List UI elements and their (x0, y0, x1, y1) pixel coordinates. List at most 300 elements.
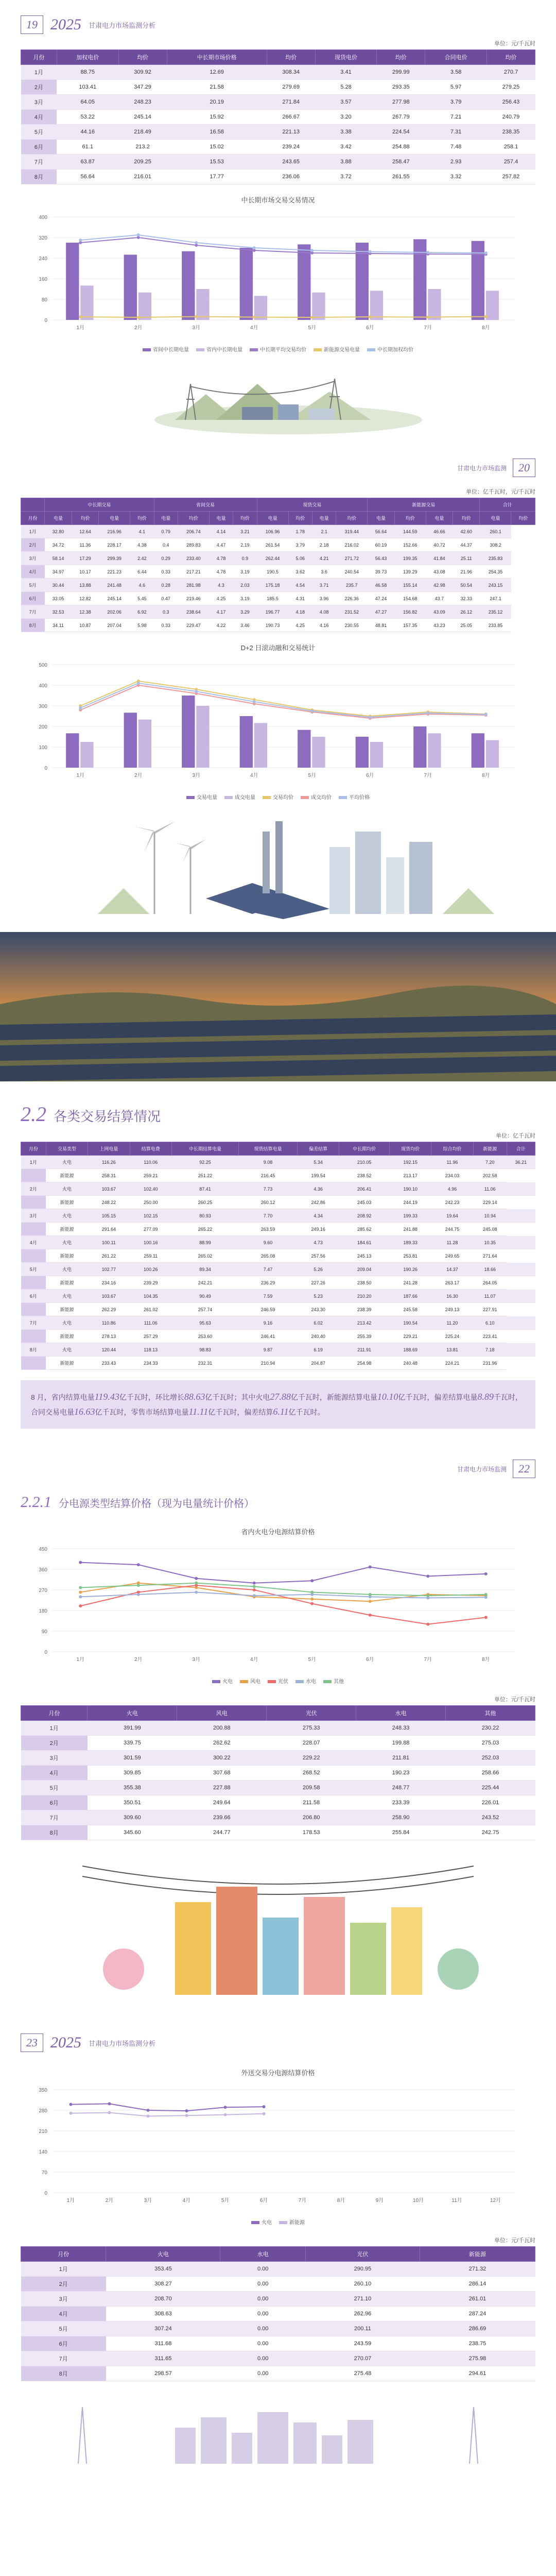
bar (254, 296, 267, 320)
table20-cell: 262.44 (257, 552, 288, 565)
table221-header-cell: 月份 (21, 1706, 88, 1721)
bar (138, 293, 151, 320)
table19-cell: 243.65 (267, 155, 315, 170)
page-23-number: 23 (21, 2033, 43, 2052)
legend-swatch (339, 796, 347, 799)
chart-2-legend (21, 793, 535, 801)
table20-header-cell: 电量 (426, 512, 453, 525)
series-point (369, 1600, 372, 1603)
table19-cell: 21.58 (167, 80, 267, 95)
table23-cell: 286.14 (420, 2277, 535, 2292)
outbound-price-table (21, 2246, 535, 2381)
y-tick-label: 300 (39, 704, 47, 709)
y-tick-label: 450 (39, 1547, 47, 1552)
table22-cell: 189.33 (389, 1236, 431, 1249)
bar (428, 289, 441, 320)
table19-cell: 2月 (21, 80, 57, 95)
legend-label: 其他 (334, 1679, 344, 1685)
table22-cell: 11.20 (431, 1316, 473, 1330)
table22-cell: 4.36 (297, 1182, 339, 1196)
table22-cell: 240.40 (297, 1330, 339, 1343)
table20-cell: 235.83 (480, 552, 511, 565)
table22-row (21, 1357, 535, 1370)
table19-cell: 5月 (21, 125, 57, 140)
series-point (147, 2109, 150, 2112)
table19-row (21, 110, 535, 125)
table20-cell: 157.35 (394, 619, 426, 632)
series-line (71, 2104, 264, 2111)
summary-text-7: 亿千瓦时，零售市场结算电量 (95, 1408, 189, 1416)
x-tick-label: 1月 (76, 325, 85, 331)
series-point (369, 1593, 372, 1596)
table22-cell: 102.40 (130, 1182, 171, 1196)
series-point (426, 1574, 429, 1578)
table22-cell: 213.42 (339, 1316, 390, 1330)
table22-cell (507, 1316, 535, 1330)
table19-cell: 64.05 (57, 95, 118, 110)
bar (182, 696, 195, 768)
table19-cell: 258.1 (486, 140, 535, 155)
legend-swatch (186, 796, 195, 799)
table22-cell (507, 1236, 535, 1249)
table22-cell: 16.30 (431, 1290, 473, 1303)
x-tick-label: 5月 (308, 325, 317, 331)
table20-cell: 0.79 (154, 525, 178, 538)
table23-cell: 275.98 (420, 2351, 535, 2366)
section-2-2-1-heading (0, 1488, 556, 1516)
table20-header-cell: 均价 (178, 512, 209, 525)
chart-1-container (21, 195, 535, 353)
table20-cell: 7月 (21, 605, 45, 619)
table20-cell: 47.27 (368, 605, 394, 619)
table20-cell: 33.05 (45, 592, 72, 605)
table20-cell: 30.44 (45, 579, 72, 592)
bar (254, 723, 267, 768)
table20-cell: 139.29 (394, 565, 426, 579)
table22-row (21, 1263, 535, 1276)
table19-header-cell: 均价 (486, 50, 535, 65)
table22-cell: 261.22 (88, 1249, 130, 1263)
series-point (369, 716, 372, 719)
table221-cell: 301.59 (88, 1751, 177, 1766)
series-point (79, 1586, 82, 1589)
table20-cell: 233.85 (480, 619, 511, 632)
table22-cell: 190.10 (389, 1182, 431, 1196)
table22-cell: 187.66 (389, 1290, 431, 1303)
table22-cell (21, 1330, 46, 1343)
table221-cell: 7月 (21, 1810, 88, 1825)
series-point (137, 233, 140, 236)
table20-cell: 0.3 (154, 605, 178, 619)
table19-cell: 6月 (21, 140, 57, 155)
table221-cell: 255.84 (356, 1825, 446, 1840)
table23-cell: 261.01 (420, 2292, 535, 2307)
table221-header-cell: 火电 (88, 1706, 177, 1721)
table221-row (21, 1825, 535, 1840)
table22-cell: 253.81 (389, 1249, 431, 1263)
table23-cell: 262.96 (305, 2307, 420, 2321)
section-2-2-heading (0, 1097, 556, 1131)
table20-cell: 243.15 (480, 579, 511, 592)
table22-cell: 291.64 (88, 1223, 130, 1236)
legend-label: 风电 (250, 1679, 260, 1685)
summary-text-9: 亿千瓦时。 (288, 1408, 325, 1416)
y-tick-label: 80 (41, 297, 47, 303)
table22-cell: 新能源 (46, 1330, 88, 1343)
y-tick-label: 90 (41, 1629, 47, 1635)
table22-cell: 190.26 (389, 1263, 431, 1276)
series-point (426, 251, 429, 254)
table20-header-cell: 电量 (368, 512, 394, 525)
table20-header-cell: 电量 (312, 512, 336, 525)
table221-row (21, 1721, 535, 1736)
y-tick-label: 210 (39, 2129, 47, 2134)
table22-header-cell: 中长期结算电量 (171, 1142, 238, 1156)
table22-cell: 231.96 (473, 1357, 507, 1370)
table22-cell: 118.13 (130, 1343, 171, 1357)
table23-cell: 243.59 (305, 2336, 420, 2351)
x-tick-label: 4月 (250, 773, 258, 778)
bar (413, 239, 426, 320)
series-point (484, 1572, 488, 1575)
table221-row (21, 1795, 535, 1810)
table20-group-cell: 新能源交易 (368, 498, 480, 512)
table20-header-cell: 电量 (209, 512, 233, 525)
legend-item (196, 345, 242, 353)
table22-cell: 6.10 (473, 1316, 507, 1330)
table22-cell: 1月 (21, 1156, 46, 1169)
table20-cell: 5.98 (130, 619, 154, 632)
bar (240, 716, 253, 768)
table19-cell: 236.06 (267, 170, 315, 184)
table20-cell: 4.25 (209, 592, 233, 605)
report-title: 甘肃电力市场监测分析 (89, 21, 156, 29)
x-tick-label: 6月 (259, 2198, 268, 2204)
table221-cell: 258.90 (356, 1810, 446, 1825)
table22-cell: 199.54 (297, 1169, 339, 1182)
legend-item (367, 345, 413, 353)
table19-cell: 15.92 (167, 110, 267, 125)
table22-cell (21, 1303, 46, 1316)
table22-cell: 13.81 (431, 1343, 473, 1357)
table22-cell: 7.47 (239, 1263, 298, 1276)
table22-cell: 265.02 (171, 1249, 238, 1263)
table22-cell: 234.16 (88, 1276, 130, 1290)
table22-cell: 102.15 (130, 1209, 171, 1223)
table221-header-cell: 水电 (356, 1706, 446, 1721)
series-point (253, 1582, 256, 1585)
series-point (137, 1563, 140, 1566)
series-point (79, 1604, 82, 1607)
table22-cell: 238.39 (339, 1303, 390, 1316)
table221-cell: 190.23 (356, 1766, 446, 1781)
table20-cell: 1.78 (288, 525, 312, 538)
table22-cell: 新能源 (46, 1303, 88, 1316)
legend-label: 水电 (306, 1679, 316, 1685)
x-tick-label: 2月 (134, 1657, 143, 1663)
table22-cell: 6月 (21, 1290, 46, 1303)
table22-cell: 204.87 (297, 1357, 339, 1370)
table19-row (21, 125, 535, 140)
y-tick-label: 200 (39, 724, 47, 730)
table22-cell: 100.26 (130, 1263, 171, 1276)
table20-cell: 308.2 (480, 538, 511, 552)
table22-cell: 192.15 (389, 1156, 431, 1169)
table20-cell: 0.28 (154, 579, 178, 592)
table20-cell: 0.33 (154, 619, 178, 632)
table221-cell: 200.88 (177, 1721, 267, 1736)
legend-label: 省间中长期电量 (153, 347, 189, 353)
table19-row (21, 170, 535, 184)
legend-swatch (240, 1680, 248, 1683)
table23-cell: 208.70 (106, 2292, 220, 2307)
table20-header-cell: 电量 (257, 512, 288, 525)
bar (66, 733, 79, 768)
table22-cell: 243.30 (297, 1303, 339, 1316)
table19-cell: 7月 (21, 155, 57, 170)
power-grid-illustration (21, 363, 535, 443)
series-point (310, 1590, 314, 1594)
table23-cell: 308.63 (106, 2307, 220, 2321)
series-point (137, 316, 140, 319)
table20-cell: 228.17 (99, 538, 130, 552)
table22-header-cell: 现货均价 (389, 1142, 431, 1156)
table22-cell: 229.14 (473, 1196, 507, 1209)
table19-cell: 20.19 (167, 95, 267, 110)
table20-cell: 4.6 (130, 579, 154, 592)
table22-cell (21, 1276, 46, 1290)
table22-cell: 111.06 (130, 1316, 171, 1330)
table20-header-cell: 均价 (130, 512, 154, 525)
table20-cell: 5月 (21, 579, 45, 592)
table23-cell: 2月 (21, 2277, 106, 2292)
bar (196, 289, 209, 320)
table20-cell: 219.46 (178, 592, 209, 605)
legend-label: 光伏 (278, 1679, 288, 1685)
series-point (310, 249, 314, 252)
table22-cell: 火电 (46, 1236, 88, 1249)
bar (428, 733, 441, 768)
table22-cell: 263.59 (239, 1223, 298, 1236)
table20-cell: 299.39 (99, 552, 130, 565)
table23-cell: 3月 (21, 2292, 106, 2307)
bar (124, 255, 137, 320)
table22-cell: 新能源 (46, 1249, 88, 1263)
table221-cell: 244.77 (177, 1825, 267, 1840)
table19-row (21, 65, 535, 80)
table20-cell: 2.19 (233, 538, 257, 552)
table23-header-cell: 新能源 (420, 2247, 535, 2262)
x-tick-label: 6月 (366, 1657, 374, 1663)
series-point (195, 690, 198, 693)
legend-item (250, 345, 306, 353)
table221-cell: 239.66 (177, 1810, 267, 1825)
table22-cell: 227.26 (297, 1276, 339, 1290)
table22-cell: 202.58 (473, 1169, 507, 1182)
table22-cell: 238.52 (339, 1169, 390, 1182)
legend-label: 中长期平均交易均价 (260, 347, 306, 353)
x-tick-label: 1月 (66, 2198, 75, 2204)
table19-cell: 2.93 (425, 155, 487, 170)
table22-header-cell: 结算电费 (130, 1142, 171, 1156)
table22-cell: 265.08 (239, 1249, 298, 1263)
x-tick-label: 5月 (308, 1657, 317, 1663)
table221-cell: 211.58 (267, 1795, 356, 1810)
table22-cell: 262.29 (88, 1303, 130, 1316)
table22-cell: 10.35 (473, 1236, 507, 1249)
table20-cell: 10.17 (72, 565, 98, 579)
table20-cell: 231.52 (336, 605, 368, 619)
chart-3-title: 省内火电分电源结算价格 (241, 1528, 315, 1536)
table20-cell: 3.29 (233, 605, 257, 619)
table22-row (21, 1290, 535, 1303)
table22-cell: 7.20 (473, 1156, 507, 1169)
table221-cell: 211.81 (356, 1751, 446, 1766)
x-tick-label: 1月 (76, 1657, 85, 1663)
series-point (195, 315, 198, 318)
legend-item (240, 1677, 260, 1685)
table22-cell: 232.31 (171, 1357, 238, 1370)
table23-row (21, 2292, 535, 2307)
table20-cell: 34.11 (45, 619, 72, 632)
table22-cell: 89.34 (171, 1263, 238, 1276)
table22-row (21, 1303, 535, 1316)
table221-cell: 229.22 (267, 1751, 356, 1766)
table221-cell: 249.64 (177, 1795, 267, 1810)
series-point (310, 709, 314, 713)
table19-cell: 63.87 (57, 155, 118, 170)
table221-cell: 252.03 (446, 1751, 535, 1766)
table22-cell: 242.23 (431, 1196, 473, 1209)
table20-cell: 3.62 (288, 565, 312, 579)
summary-text-3: 亿千瓦时；其中火电 (205, 1393, 270, 1401)
table22-cell: 271.64 (473, 1249, 507, 1263)
y-tick-label: 270 (39, 1588, 47, 1594)
table20-cell: 207.04 (99, 619, 130, 632)
table20-cell: 43.23 (426, 619, 453, 632)
table19-cell: 308.34 (267, 65, 315, 80)
table22-cell (21, 1169, 46, 1182)
table22-cell: 9.08 (239, 1156, 298, 1169)
bar (80, 742, 93, 768)
table22-cell: 19.64 (431, 1209, 473, 1223)
table22-cell: 239.29 (130, 1276, 171, 1290)
table22-row (21, 1249, 535, 1263)
series-point (310, 316, 314, 319)
x-tick-label: 7月 (424, 1657, 432, 1663)
table22-cell: 100.16 (130, 1236, 171, 1249)
page-22-number: 22 (513, 1460, 535, 1478)
table20-cell: 2.42 (130, 552, 154, 565)
table22-row (21, 1330, 535, 1343)
table20-cell: 8月 (21, 619, 45, 632)
table20-cell: 6月 (21, 592, 45, 605)
table20-cell: 4.47 (209, 538, 233, 552)
y-tick-label: 360 (39, 1567, 47, 1573)
table22-cell: 9.16 (239, 1316, 298, 1330)
chart-3-container (21, 1527, 535, 1685)
series-point (253, 1588, 256, 1591)
x-tick-label: 5月 (308, 773, 317, 778)
table20-cell: 34.72 (45, 538, 72, 552)
series-point (224, 2113, 227, 2116)
table221-row (21, 1751, 535, 1766)
legend-label: 新能源交易电量 (324, 347, 360, 353)
table22-cell: 新能源 (46, 1276, 88, 1290)
series-point (195, 1590, 198, 1594)
table22-cell: 2月 (21, 1182, 46, 1196)
table19-header-cell: 加权电价 (57, 50, 118, 65)
table20-cell: 12.38 (72, 605, 98, 619)
series-point (195, 1582, 198, 1585)
table22-cell: 新能源 (46, 1169, 88, 1182)
table20-cell: 26.12 (453, 605, 480, 619)
table20-cell: 230.55 (336, 619, 368, 632)
x-tick-label: 6月 (366, 773, 374, 778)
table19-header-cell: 合同电价 (425, 50, 487, 65)
table221-cell: 225.44 (446, 1781, 535, 1795)
series-point (137, 682, 140, 685)
table22-cell (507, 1182, 535, 1196)
table221-row (21, 1736, 535, 1751)
summary-text-1: 8 月，省内结算电量 (31, 1393, 95, 1401)
table20-cell: 4.14 (209, 525, 233, 538)
table23-cell: 286.69 (420, 2321, 535, 2336)
series-point (253, 316, 256, 319)
legend-swatch (196, 348, 204, 351)
table19-cell: 53.22 (57, 110, 118, 125)
x-tick-label: 2月 (134, 325, 143, 331)
table22-cell: 251.22 (171, 1169, 238, 1182)
table20-header-cell: 均价 (233, 512, 257, 525)
table20-cell: 3.96 (312, 592, 336, 605)
table19-header-cell: 均价 (267, 50, 315, 65)
bar (80, 285, 93, 320)
table22-cell: 火电 (46, 1182, 88, 1196)
table22-cell: 98.83 (171, 1343, 238, 1357)
legend-swatch (314, 348, 322, 351)
table221-cell: 275.03 (446, 1736, 535, 1751)
table22-cell: 95.63 (171, 1316, 238, 1330)
table22-cell: 火电 (46, 1290, 88, 1303)
table20-cell: 46.58 (368, 579, 394, 592)
table20-row (21, 579, 535, 592)
x-tick-label: 1月 (76, 773, 85, 778)
table20-row (21, 565, 535, 579)
table20-group-cell: 中长期交易 (45, 498, 154, 512)
table22-cell: 229.21 (389, 1330, 431, 1343)
table23-cell: 238.75 (420, 2336, 535, 2351)
table19-cell: 103.41 (57, 80, 118, 95)
table20-cell: 56.64 (368, 525, 394, 538)
table19-cell: 3.79 (425, 95, 487, 110)
table22-cell: 火电 (46, 1156, 88, 1169)
table19-row (21, 95, 535, 110)
bar (182, 251, 195, 320)
legend-item (301, 793, 332, 801)
table20-cell: 245.14 (99, 592, 130, 605)
table22-cell: 242.86 (297, 1196, 339, 1209)
bar (413, 726, 426, 768)
legend-swatch (279, 2221, 287, 2224)
table19-cell: 221.13 (267, 125, 315, 140)
series-point (253, 1594, 256, 1597)
table20-cell: 217.21 (178, 565, 209, 579)
table19-cell: 5.28 (315, 80, 377, 95)
table20-cell: 216.96 (99, 525, 130, 538)
table19-cell: 279.69 (267, 80, 315, 95)
bar (298, 730, 310, 768)
